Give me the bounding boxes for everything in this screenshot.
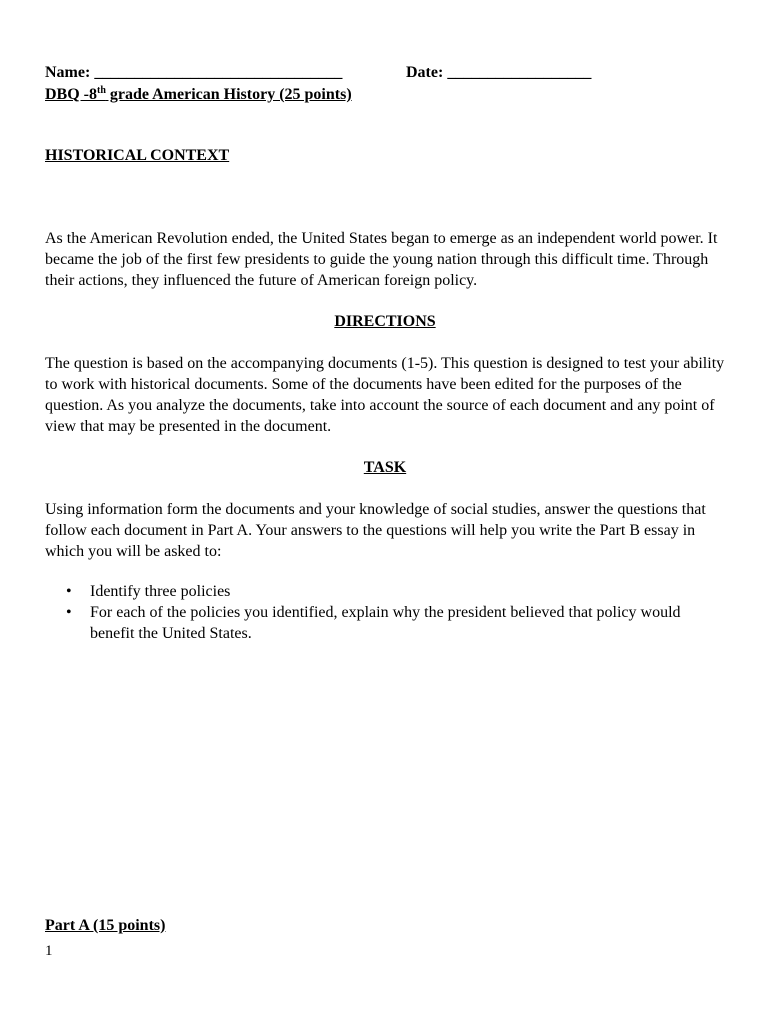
part-a-heading: Part A (15 points) [45, 917, 166, 934]
task-bullet-list [45, 581, 725, 644]
directions-heading: DIRECTIONS [334, 313, 436, 330]
bullet-text: For each of the policies you identified, explain why the president believed that policy would benefit the United States. [90, 604, 681, 642]
task-heading: TASK [363, 459, 407, 476]
directions-text: The question is based on the accompanying documents (1-5). This question is designed to test your ability to work with historical documents. Some of the documents have been edited for the purposes of the question. As you analyze the documents, take into account the source of each document and any point of view that may be presented in the document. [45, 355, 725, 435]
bullet-text: Identify three policies [90, 583, 231, 600]
document-title [45, 84, 352, 105]
name-label: Name: [45, 64, 91, 81]
date-line [406, 62, 591, 83]
title-suffix: grade American History (25 points) [105, 86, 352, 103]
bullet-icon: • [66, 604, 72, 621]
list-item [45, 602, 725, 644]
list-item [45, 581, 725, 602]
date-label: Date: [406, 64, 444, 81]
historical-context-heading: HISTORICAL CONTEXT [45, 147, 230, 164]
bullet-icon: • [66, 583, 72, 600]
title-prefix: DBQ -8 [45, 86, 97, 103]
page-number: 1 [45, 943, 53, 959]
name-blank[interactable]: _______________________________ [94, 64, 343, 81]
name-line [45, 62, 342, 83]
title-superscript: th [97, 85, 106, 96]
historical-context-text: As the American Revolution ended, the United States began to emerge as an independent world power. It became the job of the first few presidents to guide the young nation through this difficult time. Through their actions, they influenced the future of American foreign policy. [45, 230, 718, 289]
task-text: Using information form the documents and your knowledge of social studies, answer the questions that follow each document in Part A. Your answers to the questions will help you write the Part B essay in which you will be asked to: [45, 501, 706, 560]
date-blank[interactable]: __________________ [447, 64, 592, 81]
